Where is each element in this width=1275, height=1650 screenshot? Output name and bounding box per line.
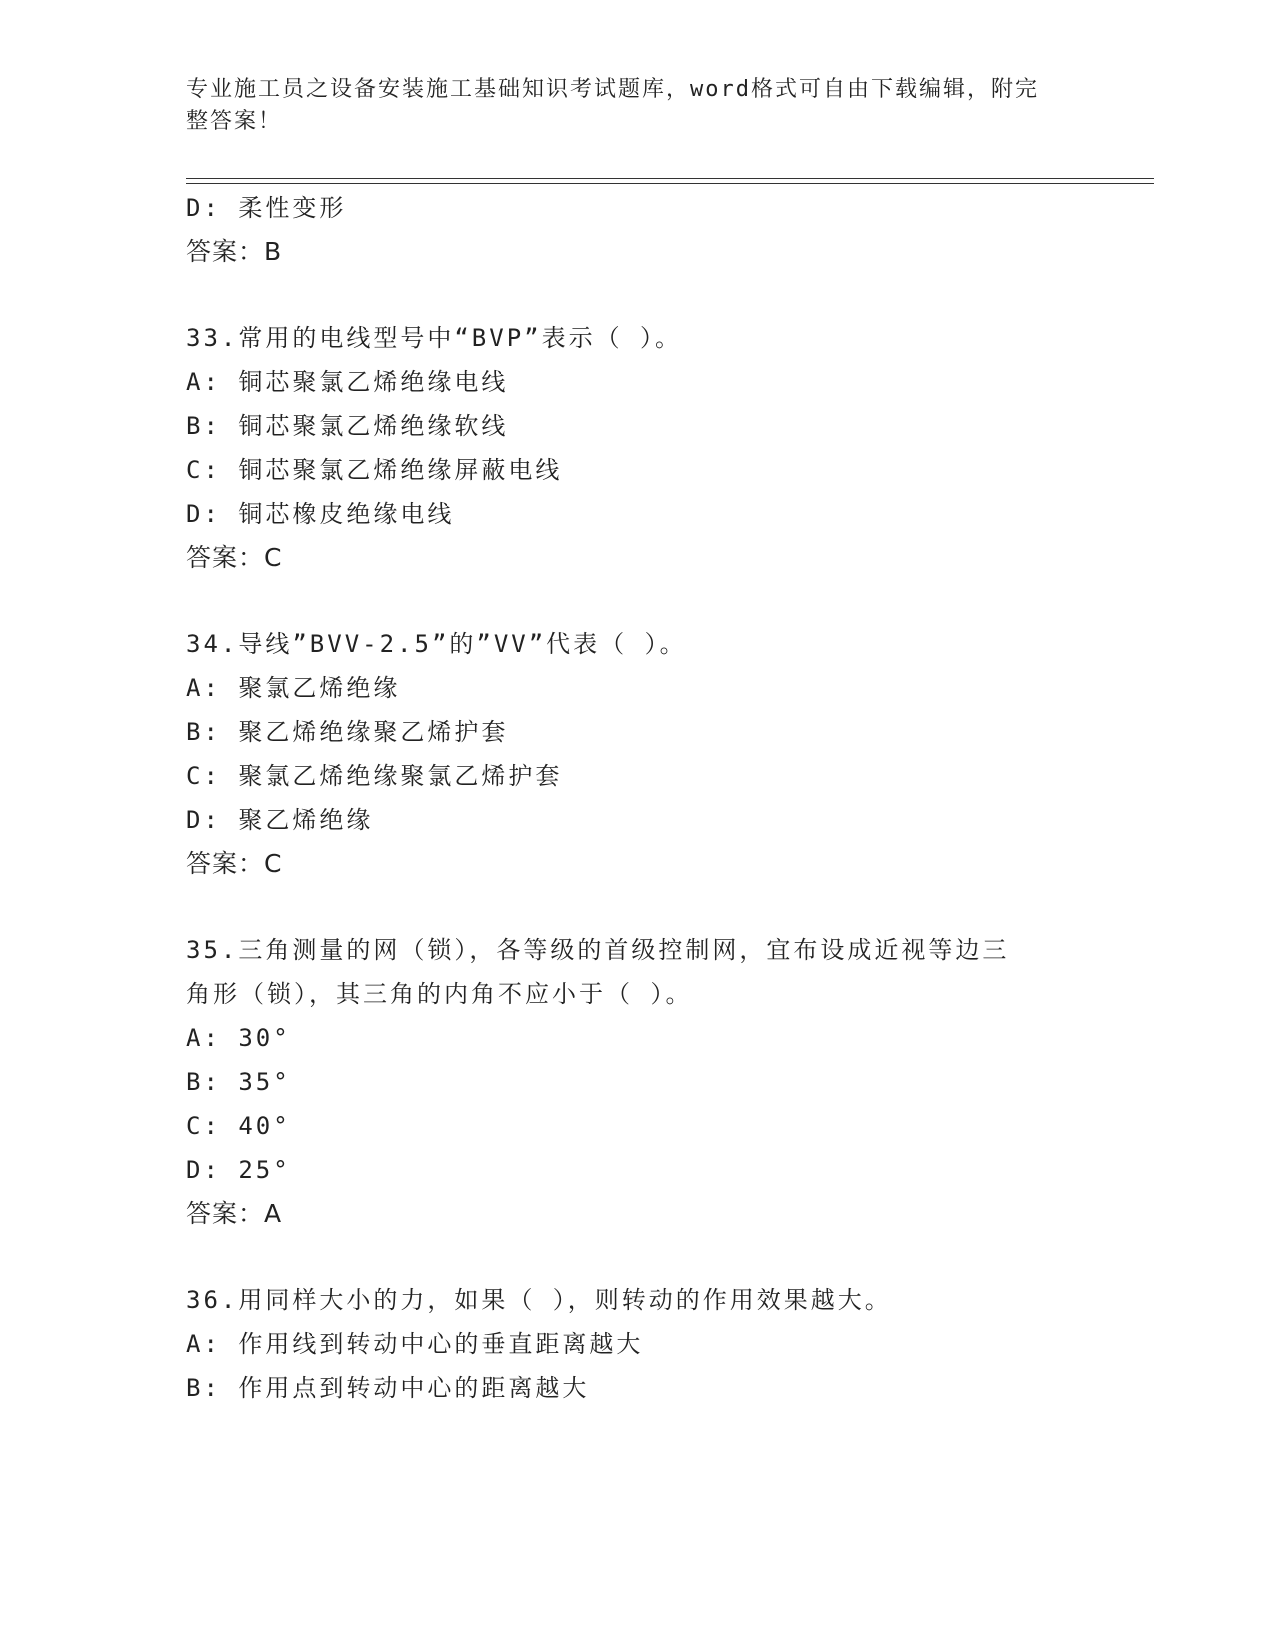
question-34-option-a: A: 聚氯乙烯绝缘 [186, 674, 401, 702]
question-35-stem-line-1: 35.三角测量的网（锁），各等级的首级控制网，宜布设成近视等边三 [186, 936, 1010, 964]
question-35-option-d: D: 25° [186, 1156, 291, 1184]
question-35-answer: 答案：A [186, 1199, 283, 1228]
header-divider-top [186, 178, 1154, 179]
document-header [186, 74, 1066, 138]
question-33-option-c: C: 铜芯聚氯乙烯绝缘屏蔽电线 [186, 456, 563, 484]
prev-option-d: D: 柔性变形 [186, 194, 347, 222]
question-33-answer: 答案：C [186, 543, 283, 572]
header-divider-bottom [186, 183, 1154, 184]
question-35-stem-line-2: 角形（锁），其三角的内角不应小于（ ）。 [186, 980, 693, 1008]
prev-answer: 答案：B [186, 237, 283, 266]
question-34-stem: 34.导线”BVV-2.5”的”VV”代表（ ）。 [186, 630, 687, 658]
question-34-option-b: B: 聚乙烯绝缘聚乙烯护套 [186, 718, 509, 746]
question-35-option-c: C: 40° [186, 1112, 291, 1140]
question-34-option-c: C: 聚氯乙烯绝缘聚氯乙烯护套 [186, 762, 563, 790]
question-33-option-a: A: 铜芯聚氯乙烯绝缘电线 [186, 368, 509, 396]
question-36-option-b: B: 作用点到转动中心的距离越大 [186, 1374, 590, 1402]
question-36-stem: 36.用同样大小的力，如果（ ），则转动的作用效果越大。 [186, 1286, 892, 1314]
question-35-option-a: A: 30° [186, 1024, 291, 1052]
question-36-option-a: A: 作用线到转动中心的垂直距离越大 [186, 1330, 644, 1358]
question-34-option-d: D: 聚乙烯绝缘 [186, 806, 374, 834]
question-33-option-b: B: 铜芯聚氯乙烯绝缘软线 [186, 412, 509, 440]
question-34-answer: 答案：C [186, 849, 283, 878]
header-line-1: 专业施工员之设备安装施工基础知识考试题库，word格式可自由下载编辑，附完 [186, 77, 1039, 102]
question-33-stem: 33.常用的电线型号中“BVP”表示（ ）。 [186, 324, 683, 352]
header-line-2: 整答案！ [186, 109, 283, 134]
question-35-option-b: B: 35° [186, 1068, 291, 1096]
question-33-option-d: D: 铜芯橡皮绝缘电线 [186, 500, 455, 528]
